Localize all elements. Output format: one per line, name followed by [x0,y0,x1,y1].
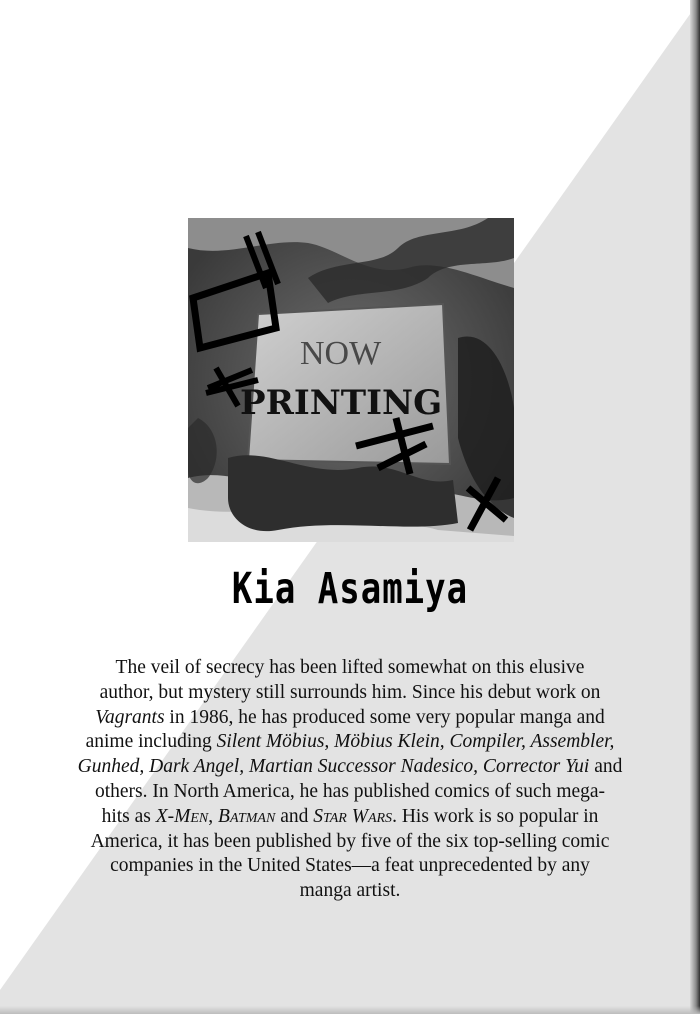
photo-text-now: NOW [300,335,382,372]
bio-line: others. In North America, he has published comics of such mega- [94,780,606,802]
bio-line: anime including Silent Möbius, Möbius Klein, Compiler, Assembler, [85,731,615,753]
page-edge-shadow [690,0,700,1014]
titles-list: Gunhed, Dark Angel, Martian Successor Nadesico, Corrector Yui [77,756,590,778]
now-printing-photo [188,218,514,542]
bio-line: companies in the United States—a feat unprecedented by any [110,855,590,877]
author-name: Kia Asamiya [231,564,469,614]
title-xmen: X-Men [155,805,209,827]
bio-line: manga artist. [299,880,401,902]
photo-text-printing: PRINTING [240,383,443,423]
author-bio [62,656,638,904]
title-batman: Batman [218,805,276,827]
bio-line: America, it has been published by five of the six top-selling comic [90,830,610,852]
bio-line: Gunhed, Dark Angel, Martian Successor Nadesico, Corrector Yui and [77,756,623,778]
bio-line: author, but mystery still surrounds him. Since his debut work on [99,681,601,703]
bio-line: hits as X-Men, Batman and Star Wars. His work is so popular in [101,805,599,827]
titles-list: Silent Möbius, Möbius Klein, Compiler, Assembler, [216,731,615,753]
bio-line: The veil of secrecy has been lifted somewhat on this elusive [115,657,585,678]
page-bottom-shadow [0,1006,700,1014]
title-star-wars: Star Wars [313,805,393,827]
bio-line: Vagrants in 1986, he has produced some very popular manga and [95,706,605,728]
title-vagrants: Vagrants [95,706,165,728]
